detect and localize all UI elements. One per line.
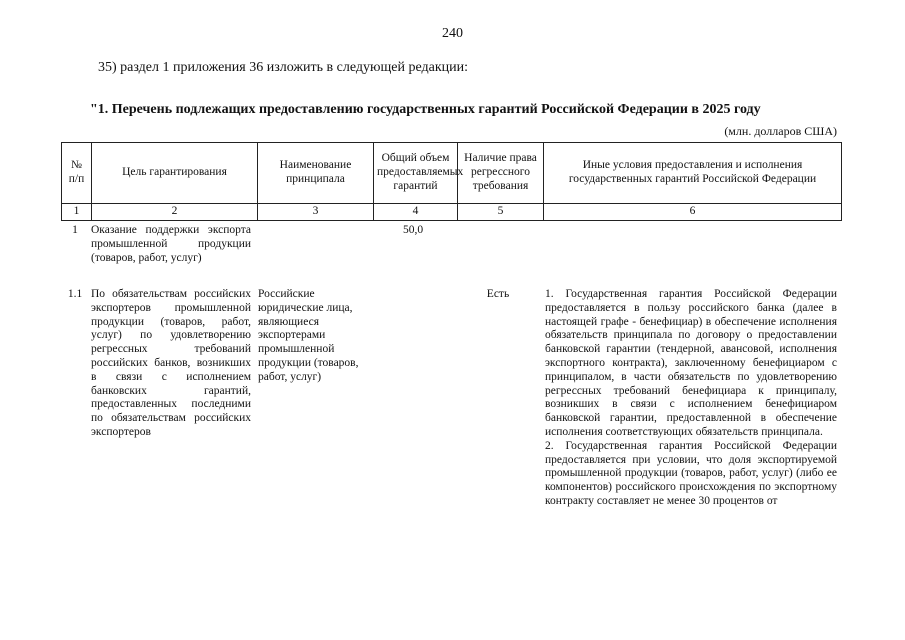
- column-number-5: 5: [458, 204, 544, 221]
- table-row: [61, 288, 841, 588]
- header-principal: Наименование принципала: [258, 143, 374, 204]
- header-conditions: Иные условия предоставления и исполнения государственных гарантий Российской Федерации: [544, 143, 842, 204]
- column-number-4: 4: [374, 204, 458, 221]
- document-title: "1. Перечень подлежащих предоставлению государственных гарантий Российской Федерации в 2025 году: [90, 102, 761, 117]
- row-conditions: [545, 288, 837, 509]
- column-number-2: 2: [92, 204, 258, 221]
- page-number: 240: [442, 26, 463, 41]
- row-purpose: Оказание поддержки экспорта промышленной продукции (товаров, работ, услуг): [91, 224, 251, 264]
- table-body: [61, 224, 841, 588]
- header-purpose: Цель гарантирования: [92, 143, 258, 204]
- column-number-3: 3: [258, 204, 374, 221]
- condition-paragraph-1: 1. Государственная гарантия Российской Федерации предоставляется в пользу российского банка (далее в настоящей графе - бенефициар) в обеспечение исполнения обязательств принципала по договору о предоставлении банковской гарантии (тендерной, авансовой, исполнения экспортного контракта), заключенному бенефициаром с принципалом, в части обязательств по удовлетворению регрессных требований бенефициара к принципалу, возникших в связи с исполнением бенефициаром банковской гарантии, предоставленной в обеспечение исполнения соответствующих обязательств принципала.: [545, 288, 837, 438]
- header-regress: Наличие права регрессного требования: [458, 143, 544, 204]
- table-row: [61, 224, 841, 288]
- header-number: № п/п: [62, 143, 92, 204]
- intro-text: 35) раздел 1 приложения 36 изложить в следующей редакции:: [98, 60, 468, 75]
- guarantees-table-header: [61, 142, 842, 221]
- row-amount: 50,0: [402, 224, 424, 236]
- row-regress: Есть: [486, 288, 510, 300]
- column-number-1: 1: [62, 204, 92, 221]
- row-purpose: По обязательствам российских экспортеров промышленной продукции (товаров, работ, услуг) по удовлетворению регрессных требований российских банков, возникших в связи с исполнением банковских гарантий, предоставленных последними по обязательствам российских экспортеров: [91, 288, 251, 438]
- units-note: (млн. долларов США): [724, 124, 837, 138]
- condition-paragraph-2: 2. Государственная гарантия Российской Федерации предоставляется при условии, что доля экспортируемой промышленной продукции (товаров, работ, услуг) (либо ее компонентов) российского происхождения по экспортному контракту составляет не менее 30 процентов от: [545, 439, 837, 507]
- row-number: 1.1: [67, 288, 83, 300]
- row-principal: Российские юридические лица, являющиеся экспортерами промышленной продукции (товаров, работ, услуг): [258, 288, 359, 383]
- header-amount: Общий объем предоставляемых гарантий: [374, 143, 458, 204]
- row-number: 1: [72, 224, 78, 236]
- column-number-6: 6: [544, 204, 842, 221]
